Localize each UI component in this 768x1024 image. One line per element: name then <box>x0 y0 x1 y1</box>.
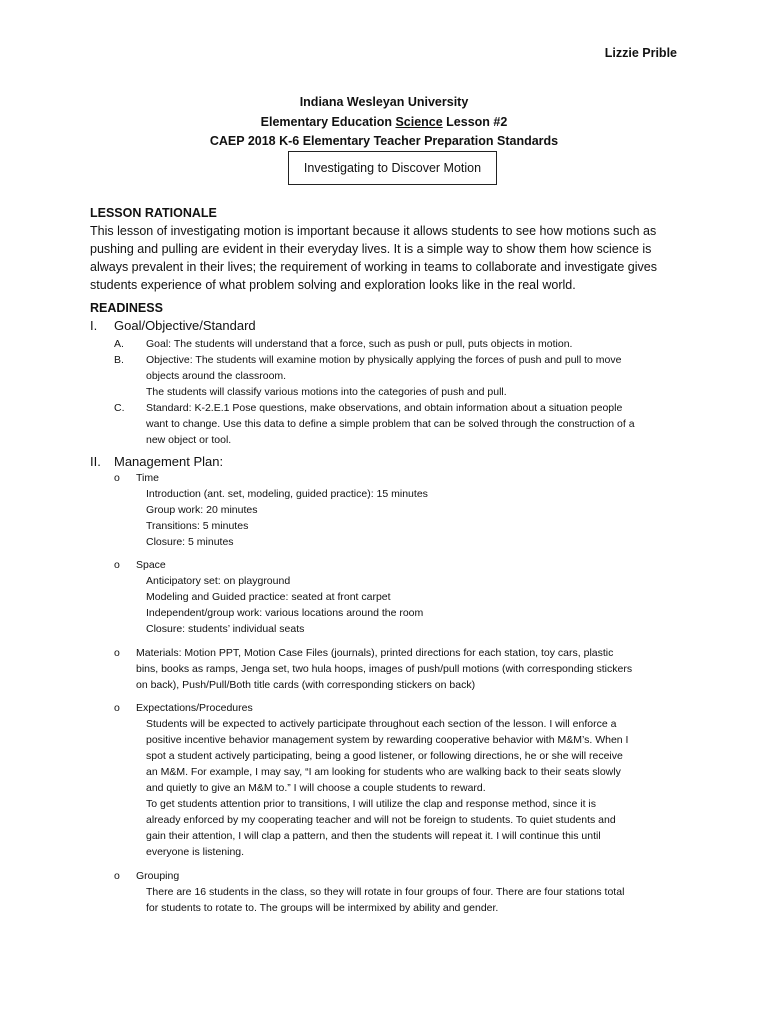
bullet-marker: o <box>114 870 120 882</box>
list-item: C. Standard: K-2.E.1 Pose questions, make observations, and obtain information about a situation people want to change. Use this data to define a simple problem that can be solved through the construction of a new object or tool. <box>114 402 635 446</box>
header-university: Indiana Wesleyan University <box>299 95 469 109</box>
management-time: o Time Introduction (ant. set, modeling, guided practice): 15 minutes Group work: 20 minutes Transitions: 5 minutes Closure: 5 minutes <box>114 472 428 548</box>
bullet-marker: o <box>114 647 120 659</box>
header-lesson: Elementary Education Science Lesson #2 <box>260 114 508 129</box>
lesson-title-box: Investigating to Discover Motion <box>288 151 497 185</box>
rationale-heading: LESSON RATIONALE <box>90 206 217 220</box>
bullet-marker: o <box>114 702 120 714</box>
list-item: B. Objective: The students will examine motion by physically applying the forces of push and pull to move objects around the classroom. The students will classify various motions into the categories of push and pull. <box>114 354 622 398</box>
bullet-marker: o <box>114 472 120 484</box>
list-item: A. Goal: The students will understand that a force, such as push or pull, puts objects in motion. <box>114 338 573 350</box>
section-heading-goal: I. Goal/Objective/Standard <box>90 318 256 333</box>
management-materials: o Materials: Motion PPT, Motion Case Files (journals), printed directions for each station, toy cars, plastic bins, books as ramps, Jenga set, two hula hoops, images of push/pull motions (with corresponding stickers on back), Push/Pull/Both title cards (with corresponding stickers on back) <box>114 647 633 691</box>
management-grouping: o Grouping There are 16 students in the class, so they will rotate in four groups of four. There are four stations total for students to rotate to. The groups will be intermixed by ability and gender. <box>114 870 625 914</box>
header-standards: CAEP 2018 K-6 Elementary Teacher Preparation Standards <box>209 134 559 148</box>
author-name: Lizzie Prible <box>604 46 677 60</box>
rationale-paragraph: This lesson of investigating motion is important because it allows students to see how motions such as pushing and pulling are evident in their everyday lives. It is a simple way to show them how science is always prevalent in their lives; the requirement of working in teams to collaborate and investigate gives students experience of what problem solving and exploration looks like in the real world. <box>90 224 657 292</box>
bullet-marker: o <box>114 559 120 571</box>
goal-objective-list <box>114 336 684 448</box>
management-space: o Space Anticipatory set: on playground Modeling and Guided practice: seated at front carpet Independent/group work: various locations around the room Closure: students’ individual seats <box>114 559 424 635</box>
readiness-heading: READINESS <box>90 301 163 315</box>
management-expectations: o Expectations/Procedures Students will be expected to actively participate throughout each section of the lesson. I will enforce a positive incentive behavior management system by rewarding cooperative behavior with M&M’s. When I spot a student actively participating, being a good listener, or following directions, he or she will receive an M&M. For example, I may say, “I am looking for students who are walking back to their seats slowly and quietly to give an M&M to.” I will choose a couple students to reward. To get students attention prior to transitions, I will utilize the clap and response method, since it is already enforced by my cooperating teacher and will not be foreign to students. To quiet students and gain their attention, I will clap a pattern, and then the students will repeat it. I will continue this until everyone is listening. <box>114 702 629 858</box>
section-heading-management: II. Management Plan: <box>90 454 224 469</box>
document-header <box>0 93 768 152</box>
